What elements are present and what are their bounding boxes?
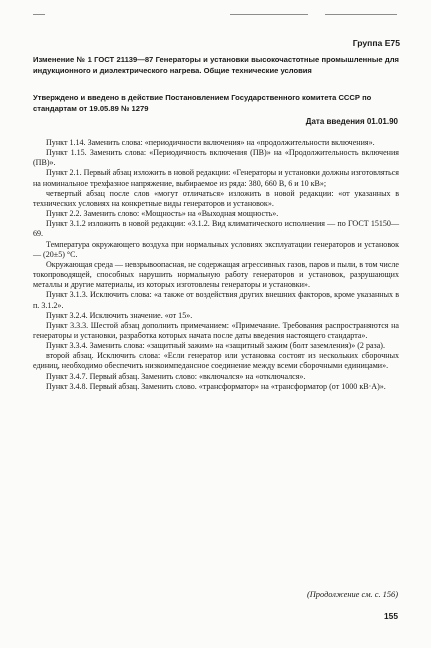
group-code: Группа Е75 [352, 38, 400, 48]
paragraph: Окружающая среда — невзрывоопасная, не содержащая агрессивных газов, паров и пыли, в том числе токопроводящей, способных нарушить нормальную работу генераторов и установок, разрушающих металлы и другие материалы, из которых изготовлены генераторы и установки». [33, 259, 399, 290]
paragraph: Температура окружающего воздуха при нормальных условиях эксплуатации генераторов и установок — (20±5) °С. [33, 239, 399, 259]
paragraph: Пункт 3.4.7. Первый абзац. Заменить слово: «включался» на «отключался». [46, 371, 306, 381]
paragraph: Пункт 3.3.4. Заменить слова: «защитный зажим» на «защитный зажим (болт заземления)» (2 раза). [46, 341, 385, 351]
paragraph: Пункт 3.2.4. Исключить значение. «от 15». [46, 310, 193, 320]
paragraph: Пункт 3.1.3. Исключить слова: «а также от воздействия других внешних факторов, кроме указанных в п. 3.1.2». [33, 290, 399, 310]
approval-statement: Утверждено и введено в действие Постановлением Государственного комитета СССР по стандартам от 19.05.89 № 1279 [33, 93, 372, 113]
page-number: 155 [384, 611, 398, 621]
paragraph: Пункт 3.4.8. Первый абзац. Заменить слово. «трансформатор» на «трансформатор (от 1000 кВ·А)». [46, 381, 386, 391]
effective-date: Дата введения 01.01.90 [305, 117, 398, 126]
paragraph: второй абзац. Исключить слова: «Если генератор или установка состоят из нескольких сборочных единиц, необходимо обеспечить низкоимпедансное соединение между всеми сборочными единицами». [33, 351, 399, 371]
paragraph: Пункт 3.3.3. Шестой абзац дополнить примечанием: «Примечание. Требования распространяются на генераторы и установки, разработка которых начата после даты введения настоящего стандарта». [33, 320, 399, 340]
paragraph: Пункт 1.15. Заменить слова: «Периодичность включения (ПВ)» на «Продолжительность включения (ПВ)». [33, 148, 399, 168]
document-title: Изменение № 1 ГОСТ 21139—87 Генераторы и установки высокочастотные промышленные для индукционного и диэлектрического нагрева. Общие технические условия [33, 55, 399, 75]
scan-mark-right [325, 14, 397, 15]
scan-mark-center [230, 14, 308, 15]
paragraph: Пункт 1.14. Заменить слова: «периодичности включения» на «продолжительности включения». [46, 138, 375, 147]
paragraph: Пункт 3.1.2 изложить в новой редакции: «3.1.2. Вид климатического исполнения — по ГОСТ 15150—69. [33, 219, 399, 239]
paragraph: Пункт 2.1. Первый абзац изложить в новой редакции: «Генераторы и установки должны изготовляться на номинальное трехфазное напряжение, выбираемое из ряда: 380, 660 В, 6 и 10 кВ»; [33, 168, 399, 188]
document-body [33, 138, 399, 392]
paragraph: Пункт 2.2. Заменить слово: «Мощность» на «Выходная мощность». [46, 209, 279, 219]
continued-note: (Продолжение см. с. 156) [306, 590, 398, 599]
scan-mark-left [33, 14, 45, 15]
paragraph: четвертый абзац после слов «могут отличаться» изложить в новой редакции: «от указанных в технических условиях на конкретные виды генераторов и установок». [33, 188, 399, 208]
